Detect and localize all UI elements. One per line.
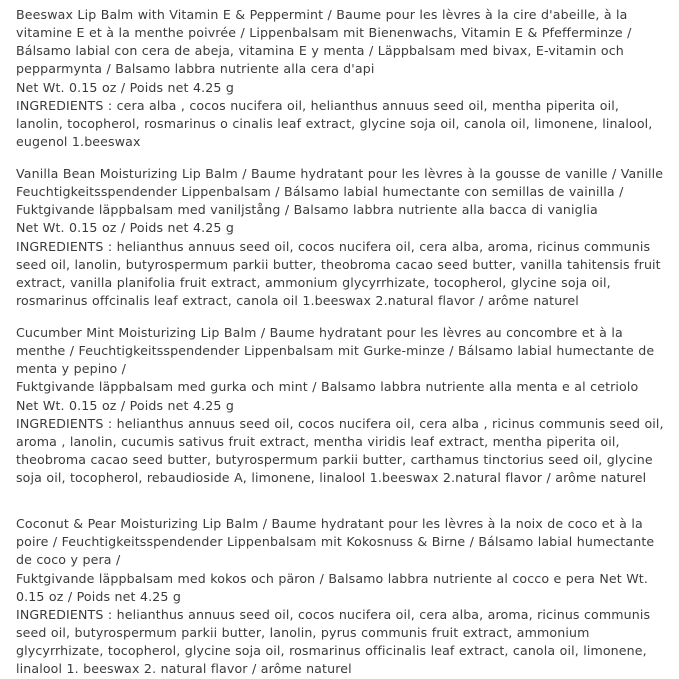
product-ingredients: INGREDIENTS : helianthus annuus seed oil, cocos nucifera oil, cera alba, aroma, ricinus communis seed oil, lanolin, butyrospermum parkii butter, theobroma cacao seed butter, vanilla tahitensis fruit extract, vanilla planifolia fruit extract, ammonium glycyrrhizate, tocopherol, glycine soja oil, rosmarinus offcinalis leaf extract, canola oil 1.beeswax 2.natural flavor / arôme naturel — [16, 238, 661, 308]
product-entry — [16, 324, 665, 487]
product-title: Beeswax Lip Balm with Vitamin E & Peppermint / Baume pour les lèvres à la cire d'abeille, à la vitamine E et à la menthe poivrée / Lippenbalsam mit Bienenwachs, Vitamin E & Pfefferminze / Bálsamo labial con cera de abeja, vitamina E y menta / Läppbalsam med bivax, E-vitamin och pepparmynta / Balsamo labbra nutriente alla cera d'api — [16, 7, 632, 77]
product-entry — [16, 515, 665, 678]
product-title: Coconut & Pear Moisturizing Lip Balm / Baume hydratant pour les lèvres à la noix de coco et à la poire / Feuchtigkeitsspendender Lippenbalsam mit Kokosnuss & Birne / Bálsamo labial humectante de coco y pera / — [16, 516, 655, 568]
product-ingredients: INGREDIENTS : cera alba , cocos nucifera oil, helianthus annuus seed oil, mentha piperita oil, lanolin, tocopherol, rosmarinus o cinalis leaf extract, glycine soja oil, canola oil, limonene, linalool, eugenol 1.beeswax — [16, 97, 653, 149]
product-net-weight: Net Wt. 0.15 oz / Poids net 4.25 g — [16, 220, 235, 236]
product-title: Cucumber Mint Moisturizing Lip Balm / Baume hydratant pour les lèvres au concombre et à la menthe / Feuchtigkeitsspendender Lippenbalsam mit Gurke-minze / Bálsamo labial humectante de menta y pepino / — [16, 325, 655, 377]
product-net-weight: Fuktgivande läppbalsam med gurka och mint / Balsamo labbra nutriente alla menta e al cetriolo Net Wt. 0.15 oz / Poids net 4.25 g — [16, 379, 639, 413]
product-ingredients: INGREDIENTS : helianthus annuus seed oil, cocos nucifera oil, cera alba, aroma, ricinus communis seed oil, butyrospermum parkii butter, lanolin, pyrus communis fruit extract, ammonium glycyrrhizate, tocopherol, glycine soja oil, rosmarinus officinalis leaf extract, canola oil, limonene, linalool 1. beeswax 2. natural flavor / arôme naturel — [16, 606, 651, 677]
product-net-weight: Net Wt. 0.15 oz / Poids net 4.25 g — [16, 79, 235, 95]
product-entry — [16, 6, 665, 151]
product-title: Vanilla Bean Moisturizing Lip Balm / Baume hydratant pour les lèvres à la gousse de vanille / Vanille Feuchtigkeitsspendender Lippenbalsam / Bálsamo labial humectante con semillas de vainilla / Fuktgivande läppbalsam med vaniljstång / Balsamo labbra nutriente alla bacca di vaniglia — [16, 166, 664, 218]
product-net-weight: Fuktgivande läppbalsam med kokos och päron / Balsamo labbra nutriente al cocco e pera Net Wt. 0.15 oz / Poids net 4.25 g — [16, 570, 648, 604]
product-ingredients: INGREDIENTS : helianthus annuus seed oil, cocos nucifera oil, cera alba , ricinus communis seed oil, aroma , lanolin, cucumis sativus fruit extract, mentha viridis leaf extract, mentha piperita oil, theobroma cacao seed butter, butyrospermum parkii butter, carthamus tinctorius seed oil, glycine soja oil, tocopherol, rebaudioside A, limonene, linalool 1.beeswax 2.natural flavor / arôme naturel — [16, 415, 664, 485]
product-entry — [16, 165, 665, 310]
